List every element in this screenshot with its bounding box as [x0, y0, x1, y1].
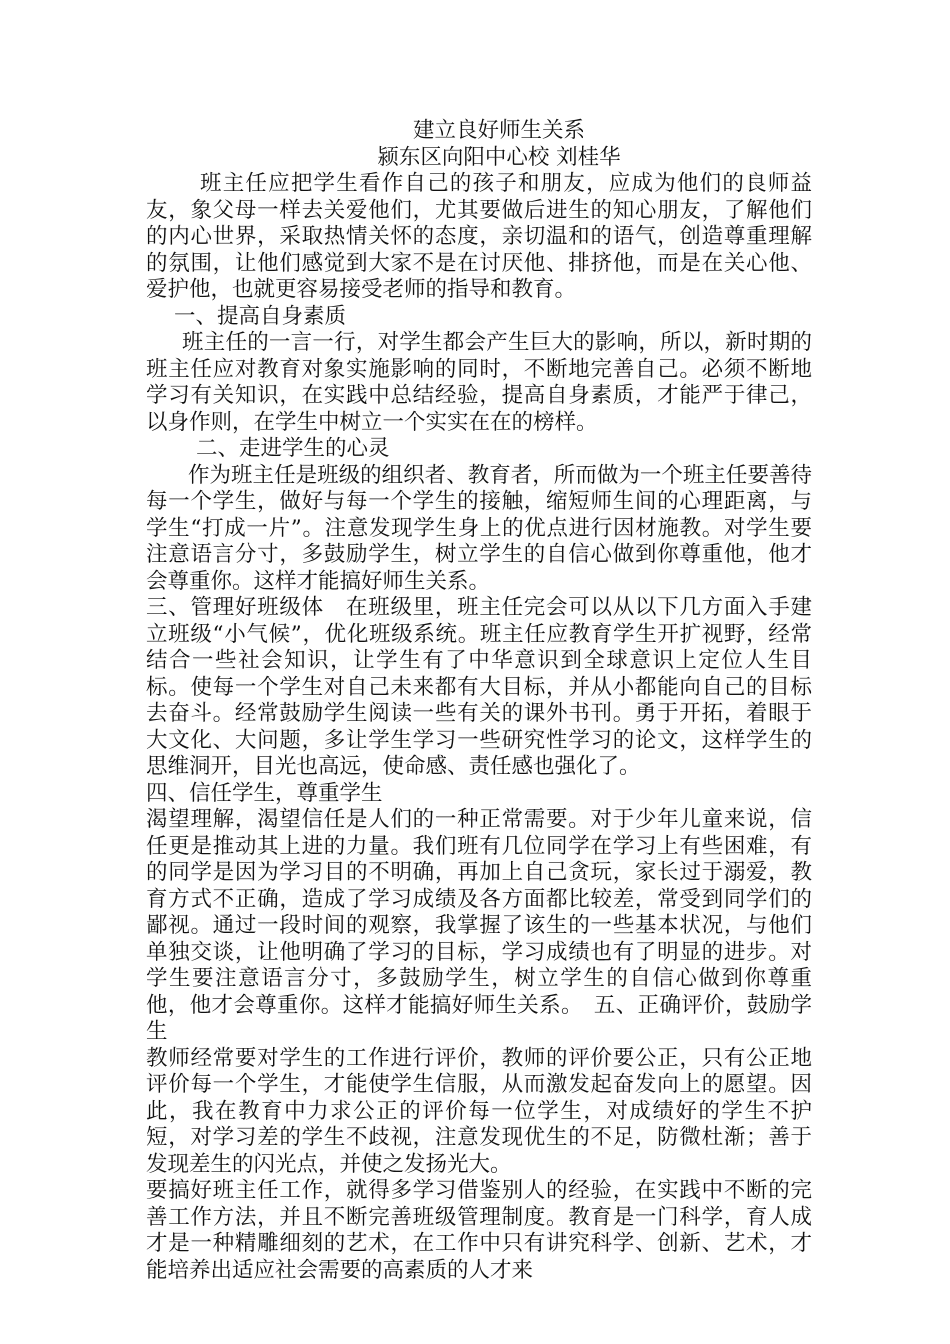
- intro-paragraph: 班主任应把学生看作自己的孩子和朋友，应成为他们的良师益友，象父母一样去关爱他们，尤其要做后进生的知心朋友，了解他们的内心世界，采取热情关怀的态度，亲切温和的语气，创造尊重理解的氛围，让他们感觉到大家不是在讨厌他、排挤他，而是在关心他、爱护他，也就更容易接受老师的指导和教育。: [146, 171, 812, 302]
- section5-paragraph: 教师经常要对学生的工作进行评价，教师的评价要公正，只有公正地评价每一个学生，才能使学生信服，从而激发起奋发向上的愿望。因此，我在教育中力求公正的评价每一位学生，对成绩好的学生不护短，对学习差的学生不歧视，注意发现优生的不足，防微杜渐；善于发现差生的闪光点，并使之发扬光大。: [146, 1045, 812, 1177]
- section4-heading: 四、信任学生，尊重学生: [146, 780, 383, 806]
- section1-heading: 一、提高自身素质: [174, 303, 347, 329]
- author-line: 颍东区向阳中心校 刘桂华: [377, 144, 621, 170]
- document-title: 建立良好师生关系: [412, 118, 585, 143]
- document-body: [146, 118, 812, 1284]
- section4-paragraph: 渴望理解，渴望信任是人们的一种正常需要。对于少年儿童来说，信任更是推动其上进的力量。我们班有几位同学在学习上有些困难，有的同学是因为学习目的不明确，再加上自己贪玩，家长过于溺爱，教育方式不正确，造成了学习成绩及各方面都比较差，常受到同学们的鄙视。通过一段时间的观察，我掌握了该生的一些基本状况，与他们单独交谈，让他明确了学习的目标，学习成绩也有了明显的进步。对学生要注意语言分寸，多鼓励学生，树立学生的自信心做到你尊重他，他才会尊重你。这样才能搞好师生关系。 五、正确评价，鼓励学生: [146, 807, 812, 1044]
- conclusion-paragraph: 要搞好班主任工作，就得多学习借鉴别人的经验，在实践中不断的完善工作方法，并且不断完善班级管理制度。教育是一门科学，育人成才是一种精雕细刻的艺术，在工作中只有讲究科学、创新、艺术，才能培养出适应社会需要的高素质的人才来: [146, 1178, 812, 1283]
- section2-heading: 二、走进学生的心灵: [196, 436, 390, 461]
- section3-paragraph: 三、管理好班级体 在班级里，班主任完会可以从以下几方面入手建立班级“小气候”，优化班级系统。班主任应教育学生开扩视野，经常结合一些社会知识，让学生有了中华意识到全球意识上定位人生目标。使每一个学生对自己未来都有大目标，并从小都能向自己的目标去奋斗。经常鼓励学生阅读一些有关的课外书刊。勇于开拓，着眼于大文化、大问题，多让学生学习一些研究性学习的论文，这样学生的思维洞开，目光也高远，使命感、责任感也强化了。: [146, 595, 812, 779]
- section1-paragraph: 班主任的一言一行，对学生都会产生巨大的影响，所以，新时期的班主任应对教育对象实施影响的同时，不断地完善自己。必须不断地学习有关知识，在实践中总结经验，提高自身素质，才能严于律己，以身作则，在学生中树立一个实实在在的榜样。: [146, 330, 812, 435]
- section2-paragraph: 作为班主任是班级的组织者、教育者，所而做为一个班主任要善待每一个学生，做好与每一个学生的接触，缩短师生间的心理距离，与学生“打成一片”。注意发现学生身上的优点进行因材施教。对学生要注意语言分寸，多鼓励学生，树立学生的自信心做到你尊重他，他才会尊重你。这样才能搞好师生关系。: [146, 462, 812, 594]
